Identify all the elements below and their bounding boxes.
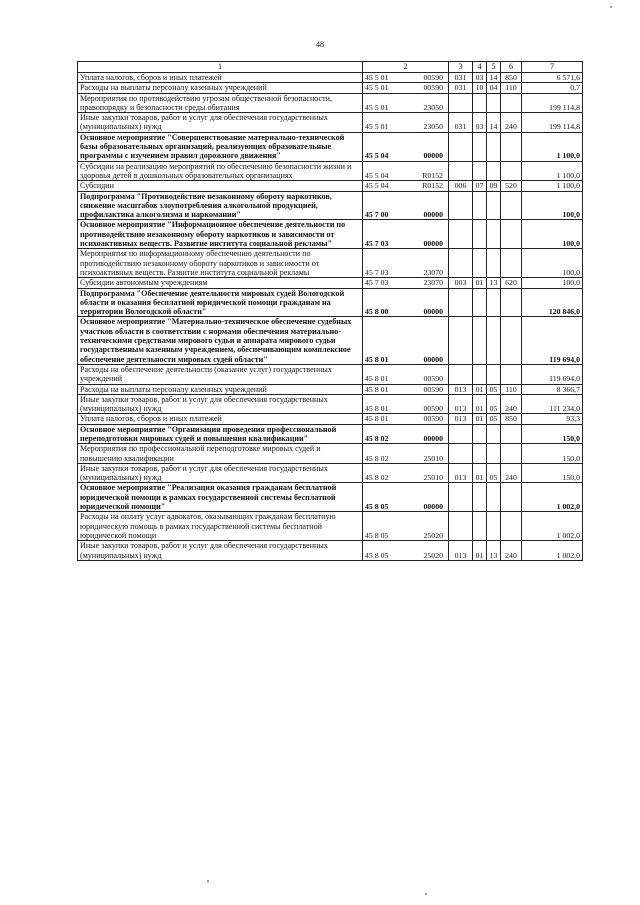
table-row — [78, 93, 583, 113]
row-vr — [501, 191, 522, 220]
row-pr — [487, 220, 501, 249]
row-grbs — [449, 444, 473, 464]
row-grbs — [449, 288, 473, 317]
row-sum: 120 846,0 — [522, 288, 583, 317]
row-grbs — [449, 483, 473, 512]
header-cell: 2 — [363, 62, 449, 73]
row-rz — [473, 444, 487, 464]
row-name: Уплата налогов, сборов и иных платежей — [78, 73, 363, 83]
kcsr-program: 45 8 02 — [365, 433, 389, 443]
row-vr — [501, 512, 522, 541]
row-rz: 07 — [473, 181, 487, 191]
scan-speck — [610, 6, 612, 8]
row-grbs: 031 — [449, 73, 473, 83]
row-grbs: 013 — [449, 541, 473, 561]
row-sum: 119 694,0 — [522, 364, 583, 384]
kcsr-direction: 23070 — [423, 267, 443, 277]
row-sum: 100,0 — [522, 191, 583, 220]
row-name: Основное мероприятие "Реализация оказания гражданам бесплатной юридической помощи в рамках государственной системы бесплатной юридической помощи" — [78, 483, 363, 512]
row-pr — [487, 317, 501, 364]
row-vr: 240 — [501, 463, 522, 483]
row-pr: 09 — [487, 181, 501, 191]
row-pr: 13 — [487, 541, 501, 561]
row-pr — [487, 364, 501, 384]
row-grbs: 003 — [449, 278, 473, 288]
row-rz — [473, 288, 487, 317]
row-rz — [473, 93, 487, 113]
kcsr-direction: 25020 — [423, 530, 443, 540]
row-pr — [487, 191, 501, 220]
row-rz — [473, 317, 487, 364]
row-vr — [501, 93, 522, 113]
kcsr-direction: R0152 — [422, 181, 443, 191]
row-sum: 1 002,0 — [522, 541, 583, 561]
kcsr-program: 45 5 01 — [365, 73, 389, 82]
row-kcsr — [363, 288, 449, 317]
kcsr-direction: 00590 — [423, 83, 443, 93]
row-name: Иные закупки товаров, работ и услуг для обеспечения государственных (муниципальных) нужд — [78, 463, 363, 483]
header-cell: 5 — [487, 62, 501, 73]
row-vr: 110 — [501, 83, 522, 93]
row-name: Иные закупки товаров, работ и услуг для обеспечения государственных (муниципальных) нужд — [78, 394, 363, 414]
kcsr-direction: 00590 — [423, 73, 443, 82]
kcsr-program: 45 8 05 — [365, 530, 389, 540]
row-name: Подпрограмма "Противодействие незаконному обороту наркотиков, снижение масштабов злоупотребления алкогольной продукцией, профилактика алкоголизма и наркомании" — [78, 191, 363, 220]
row-name: Расходы на обеспечение деятельности (оказание услуг) государственных учреждений — [78, 364, 363, 384]
row-vr: 110 — [501, 384, 522, 394]
row-pr — [487, 444, 501, 464]
table-row — [78, 83, 583, 93]
row-kcsr — [363, 424, 449, 444]
row-rz: 01 — [473, 394, 487, 414]
row-kcsr — [363, 113, 449, 133]
kcsr-program: 45 5 01 — [365, 83, 389, 93]
row-vr — [501, 483, 522, 512]
kcsr-program: 45 5 04 — [365, 151, 389, 161]
kcsr-direction: R0152 — [422, 170, 443, 180]
row-sum: 199 114,8 — [522, 93, 583, 113]
row-kcsr — [363, 444, 449, 464]
kcsr-program: 45 7 03 — [365, 278, 389, 288]
row-name: Основное мероприятие "Информационное обеспечение деятельности по противодействию незаконному обороту наркотиков и зависимости от психоактивных веществ. Развитие института социальной рекламы" — [78, 220, 363, 249]
budget-table — [77, 61, 583, 561]
table-row — [78, 249, 583, 278]
row-vr — [501, 424, 522, 444]
row-kcsr — [363, 73, 449, 83]
row-sum: 1 100,0 — [522, 181, 583, 191]
row-pr — [487, 132, 501, 161]
row-kcsr — [363, 220, 449, 249]
kcsr-direction: 25010 — [423, 473, 443, 483]
row-rz — [473, 220, 487, 249]
row-sum: 150,0 — [522, 463, 583, 483]
row-sum: 93,3 — [522, 414, 583, 424]
row-vr: 520 — [501, 181, 522, 191]
row-sum: 111 234,0 — [522, 394, 583, 414]
row-vr: 240 — [501, 541, 522, 561]
row-rz — [473, 249, 487, 278]
kcsr-program: 45 8 02 — [365, 473, 389, 483]
table-row — [78, 463, 583, 483]
kcsr-program: 45 8 05 — [365, 550, 389, 560]
kcsr-direction: 00000 — [423, 210, 443, 220]
kcsr-program: 45 8 01 — [365, 414, 389, 424]
header-cell: 3 — [449, 62, 473, 73]
row-kcsr — [363, 512, 449, 541]
row-name: Мероприятия по противодействию угрозам общественной безопасности, правопорядку и безопасности среды обитания — [78, 93, 363, 113]
row-name: Уплата налогов, сборов и иных платежей — [78, 414, 363, 424]
row-rz — [473, 161, 487, 181]
row-grbs: 013 — [449, 414, 473, 424]
table-row — [78, 278, 583, 288]
row-grbs: 013 — [449, 384, 473, 394]
page-number: 48 — [316, 40, 324, 49]
row-vr — [501, 220, 522, 249]
row-name: Расходы на оплату услуг адвокатов, оказывающих гражданам бесплатную юридическую помощь в рамках государственной системы бесплатной юридической помощи — [78, 512, 363, 541]
table-header-row — [78, 62, 583, 73]
kcsr-direction: 23070 — [423, 278, 443, 288]
table-row — [78, 414, 583, 424]
table-row — [78, 364, 583, 384]
table-row — [78, 541, 583, 561]
kcsr-program: 45 8 02 — [365, 453, 389, 463]
row-kcsr — [363, 317, 449, 364]
header-cell: 1 — [78, 62, 363, 73]
scan-speck — [425, 893, 427, 895]
row-name: Основное мероприятие "Организация проведения профессиональной переподготовки мировых судей и повышения квалификации" — [78, 424, 363, 444]
row-rz: 01 — [473, 384, 487, 394]
row-rz: 01 — [473, 414, 487, 424]
kcsr-program: 45 8 01 — [365, 384, 389, 394]
row-kcsr — [363, 394, 449, 414]
row-sum: 1 100,0 — [522, 132, 583, 161]
header-cell: 4 — [473, 62, 487, 73]
row-pr: 13 — [487, 278, 501, 288]
row-sum: 6 571,6 — [522, 73, 583, 83]
row-vr: 620 — [501, 278, 522, 288]
row-sum: 1 100,0 — [522, 161, 583, 181]
row-vr: 850 — [501, 73, 522, 83]
row-name: Субсидии на реализацию мероприятий по обеспечению безопасности жизни и здоровья детей в дошкольных образовательных организациях — [78, 161, 363, 181]
row-vr: 850 — [501, 414, 522, 424]
row-rz — [473, 424, 487, 444]
row-sum: 199 114,8 — [522, 113, 583, 133]
kcsr-program: 45 8 05 — [365, 502, 389, 512]
kcsr-direction: 00590 — [423, 414, 443, 424]
kcsr-program: 45 8 00 — [365, 307, 389, 317]
kcsr-program: 45 5 01 — [365, 122, 389, 132]
row-pr — [487, 249, 501, 278]
row-rz — [473, 483, 487, 512]
kcsr-direction: 00000 — [423, 239, 443, 249]
kcsr-direction: 00000 — [423, 307, 443, 317]
row-name: Субсидии автономным учреждениям — [78, 278, 363, 288]
row-kcsr — [363, 384, 449, 394]
kcsr-direction: 25020 — [423, 550, 443, 560]
row-rz: 01 — [473, 278, 487, 288]
table-row — [78, 220, 583, 249]
kcsr-direction: 00000 — [423, 151, 443, 161]
kcsr-program: 45 8 01 — [365, 354, 389, 364]
row-name: Основное мероприятие "Совершенствование материально-технической базы образовательных организаций, реализующих образовательные программы с изучением правил дорожного движения" — [78, 132, 363, 161]
row-name: Иные закупки товаров, работ и услуг для обеспечения государственных (муниципальных) нужд — [78, 113, 363, 133]
kcsr-program: 45 7 03 — [365, 267, 389, 277]
row-pr — [487, 512, 501, 541]
table-row — [78, 394, 583, 414]
row-sum: 150,0 — [522, 444, 583, 464]
table-row — [78, 512, 583, 541]
kcsr-direction: 25010 — [423, 453, 443, 463]
row-name: Расходы на выплаты персоналу казенных учреждений — [78, 83, 363, 93]
row-grbs — [449, 220, 473, 249]
row-kcsr — [363, 463, 449, 483]
row-kcsr — [363, 278, 449, 288]
row-sum: 100,0 — [522, 220, 583, 249]
row-vr — [501, 444, 522, 464]
row-sum: 1 002,0 — [522, 483, 583, 512]
row-vr — [501, 249, 522, 278]
row-grbs — [449, 161, 473, 181]
row-grbs — [449, 191, 473, 220]
row-pr — [487, 424, 501, 444]
row-sum: 100,0 — [522, 278, 583, 288]
kcsr-direction: 00590 — [423, 384, 443, 394]
row-vr — [501, 288, 522, 317]
row-kcsr — [363, 364, 449, 384]
row-vr — [501, 161, 522, 181]
row-pr: 05 — [487, 463, 501, 483]
kcsr-direction: 00000 — [423, 433, 443, 443]
row-rz: 10 — [473, 83, 487, 93]
row-kcsr — [363, 93, 449, 113]
row-sum: 1 002,0 — [522, 512, 583, 541]
row-pr — [487, 288, 501, 317]
row-sum: 0,7 — [522, 83, 583, 93]
kcsr-direction: 00590 — [423, 374, 443, 384]
row-grbs — [449, 512, 473, 541]
table-row — [78, 161, 583, 181]
row-name: Подпрограмма "Обеспечение деятельности мировых судей Вологодской области и оказания бесплатной юридической помощи гражданам на территории Вологодской области" — [78, 288, 363, 317]
table-row — [78, 483, 583, 512]
row-grbs: 031 — [449, 83, 473, 93]
table-row — [78, 181, 583, 191]
kcsr-program: 45 8 01 — [365, 404, 389, 414]
row-grbs: 013 — [449, 463, 473, 483]
row-pr: 14 — [487, 113, 501, 133]
row-vr: 240 — [501, 113, 522, 133]
row-pr: 04 — [487, 83, 501, 93]
row-sum: 8 366,7 — [522, 384, 583, 394]
row-pr: 05 — [487, 414, 501, 424]
row-vr — [501, 132, 522, 161]
row-grbs — [449, 249, 473, 278]
table-row — [78, 73, 583, 83]
row-kcsr — [363, 414, 449, 424]
row-name: Мероприятия по профессиональной переподготовке мировых судей и повышению квалификации — [78, 444, 363, 464]
row-grbs: 013 — [449, 394, 473, 414]
row-pr — [487, 93, 501, 113]
kcsr-program: 45 5 04 — [365, 170, 389, 180]
table-row — [78, 384, 583, 394]
scan-speck — [207, 880, 209, 882]
row-name: Основное мероприятие "Материально-техническое обеспечение судебных участков области в соответствии с нормами обеспечения материально-техническими средствами мирового судьи и аппарата мирового судьи государственным казенным учреждением, обеспечивающим комплексное обеспечение деятельности мировых судей области" — [78, 317, 363, 364]
kcsr-program: 45 7 03 — [365, 239, 389, 249]
row-name: Мероприятия по информационному обеспечению деятельности по противодействию незаконному обороту наркотиков и зависимости от психоактивных веществ. Развитие института социальной рекламы — [78, 249, 363, 278]
row-sum: 150,0 — [522, 424, 583, 444]
row-kcsr — [363, 181, 449, 191]
header-cell: 6 — [501, 62, 522, 73]
row-rz: 01 — [473, 541, 487, 561]
row-rz — [473, 191, 487, 220]
row-pr — [487, 161, 501, 181]
row-rz — [473, 132, 487, 161]
kcsr-direction: 00000 — [423, 354, 443, 364]
row-grbs — [449, 424, 473, 444]
row-pr: 14 — [487, 73, 501, 83]
table-row — [78, 191, 583, 220]
kcsr-direction: 23050 — [423, 122, 443, 132]
row-rz: 03 — [473, 73, 487, 83]
row-name: Расходы на выплаты персоналу казенных учреждений — [78, 384, 363, 394]
table-row — [78, 288, 583, 317]
row-vr — [501, 364, 522, 384]
table-row — [78, 424, 583, 444]
row-kcsr — [363, 483, 449, 512]
row-rz: 03 — [473, 113, 487, 133]
row-grbs — [449, 132, 473, 161]
kcsr-program: 45 8 01 — [365, 374, 389, 384]
kcsr-direction: 00000 — [423, 502, 443, 512]
row-pr: 05 — [487, 394, 501, 414]
row-kcsr — [363, 132, 449, 161]
row-name: Иные закупки товаров, работ и услуг для обеспечения государственных (муниципальных) нужд — [78, 541, 363, 561]
table-row — [78, 132, 583, 161]
table-row — [78, 317, 583, 364]
row-kcsr — [363, 83, 449, 93]
row-kcsr — [363, 161, 449, 181]
row-kcsr — [363, 541, 449, 561]
row-sum: 119 694,0 — [522, 317, 583, 364]
row-grbs: 006 — [449, 181, 473, 191]
table-row — [78, 444, 583, 464]
row-grbs — [449, 93, 473, 113]
row-pr — [487, 483, 501, 512]
row-grbs — [449, 364, 473, 384]
row-rz — [473, 364, 487, 384]
row-rz — [473, 512, 487, 541]
kcsr-program: 45 7 00 — [365, 210, 389, 220]
row-sum: 100,0 — [522, 249, 583, 278]
row-grbs — [449, 317, 473, 364]
row-kcsr — [363, 191, 449, 220]
row-rz: 01 — [473, 463, 487, 483]
kcsr-program: 45 5 04 — [365, 181, 389, 191]
kcsr-direction: 23050 — [423, 102, 443, 112]
row-vr: 240 — [501, 394, 522, 414]
table-row — [78, 113, 583, 133]
row-vr — [501, 317, 522, 364]
kcsr-program: 45 5 01 — [365, 102, 389, 112]
row-pr: 05 — [487, 384, 501, 394]
row-name: Субсидии — [78, 181, 363, 191]
kcsr-direction: 00590 — [423, 404, 443, 414]
row-grbs: 031 — [449, 113, 473, 133]
header-cell: 7 — [522, 62, 583, 73]
row-kcsr — [363, 249, 449, 278]
